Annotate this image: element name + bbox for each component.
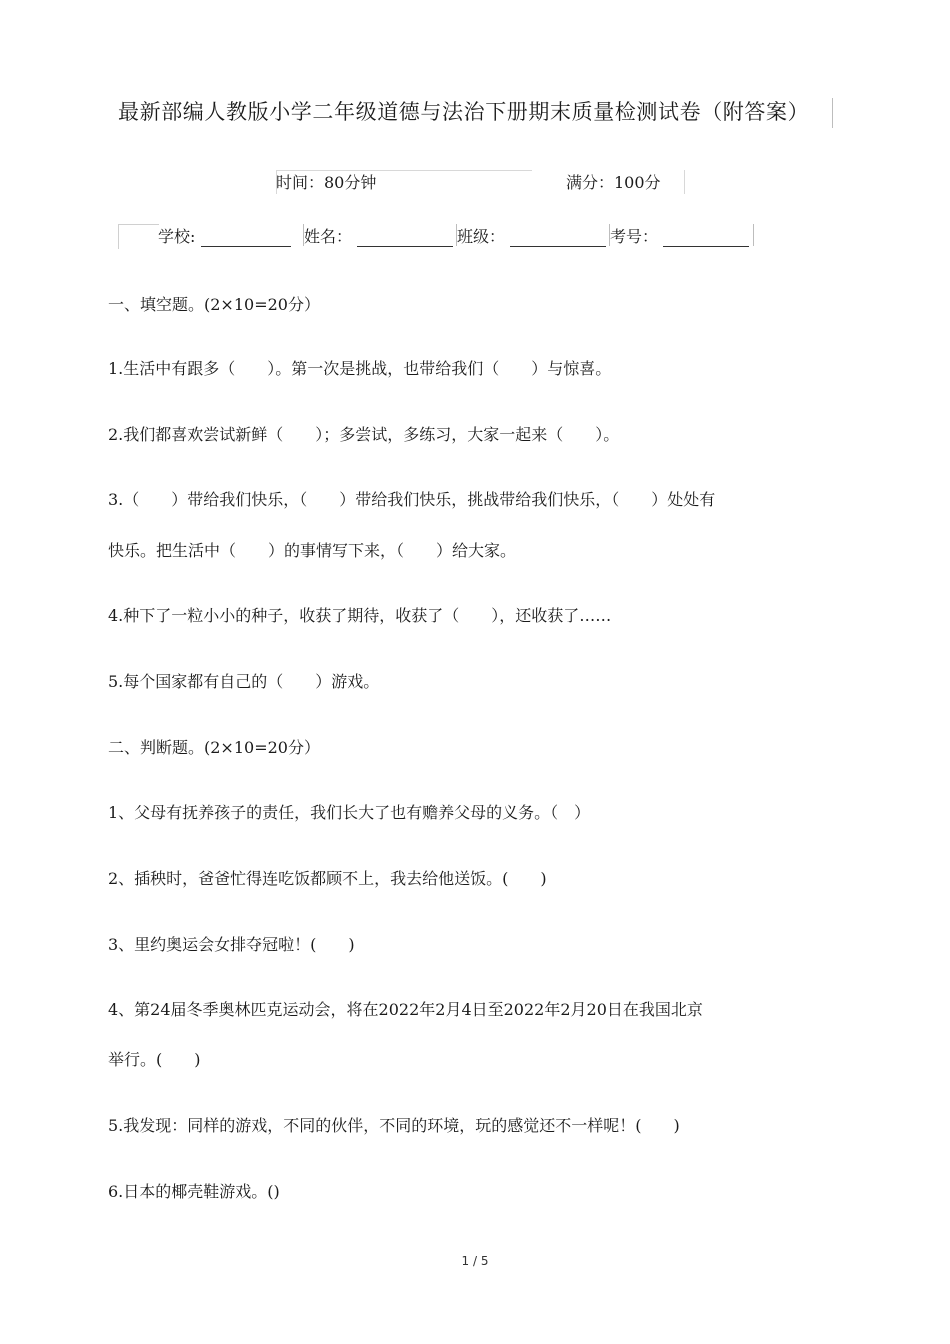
question-text: 快乐。把生活中（ ）的事情写下来，（ ）给大家。 [108, 541, 517, 560]
name-field[interactable] [304, 224, 453, 247]
name-blank[interactable] [357, 228, 453, 247]
school-blank[interactable] [201, 228, 291, 247]
meta-rule-right [684, 170, 685, 194]
question-text: 3、里约奥运会女排夺冠啦！( ) [108, 935, 355, 954]
name-label: 姓名： [304, 227, 353, 246]
question-text: 5.每个国家都有自己的（ ）游戏。 [108, 672, 380, 691]
exam-time: 时间：80分钟 [276, 173, 377, 192]
section-heading-true-false: 二、判断题。(2×10=20分） [108, 738, 320, 757]
page-number: 1 / 5 [461, 1254, 489, 1268]
question-text: 1.生活中有跟多（ ）。第一次是挑战，也带给我们（ ）与惊喜。 [108, 359, 612, 378]
question-text: 1、父母有抚养孩子的责任，我们长大了也有赡养父母的义务。（ ） [108, 803, 591, 822]
info-box-corner [118, 224, 159, 249]
question-text: 4.种下了一粒小小的种子，收获了期待，收获了（ ），还收获了…… [108, 606, 612, 625]
number-field[interactable] [610, 224, 749, 247]
class-label: 班级： [457, 227, 506, 246]
question-text: 6.日本的椰壳鞋游戏。() [108, 1182, 280, 1201]
question-text: 4、第24届冬季奥林匹克运动会，将在2022年2月4日至2022年2月20日在我国北京 [108, 1000, 703, 1019]
number-blank[interactable] [663, 228, 749, 247]
question-text: 2、插秧时，爸爸忙得连吃饭都顾不上，我去给他送饭。( ) [108, 869, 547, 888]
section-heading-fill-in: 一、填空题。(2×10=20分） [108, 295, 320, 314]
exam-full-score: 满分：100分 [566, 173, 661, 192]
school-field[interactable] [158, 224, 291, 247]
title-rule [832, 98, 833, 128]
question-text: 2.我们都喜欢尝试新鲜（ ）；多尝试，多练习，大家一起来（ ）。 [108, 425, 620, 444]
field-separator [753, 224, 754, 246]
number-label: 考号： [610, 227, 659, 246]
question-text: 3.（ ）带给我们快乐，（ ）带给我们快乐，挑战带给我们快乐，（ ）处处有 [108, 490, 716, 509]
class-field[interactable] [457, 224, 606, 247]
class-blank[interactable] [510, 228, 606, 247]
question-text: 5.我发现：同样的游戏，不同的伙伴，不同的环境，玩的感觉还不一样呢！( ) [108, 1116, 680, 1135]
school-label: 学校: [158, 227, 196, 246]
document-title: 最新部编人教版小学二年级道德与法治下册期末质量检测试卷（附答案） [118, 100, 810, 124]
question-text: 举行。( ) [108, 1050, 201, 1069]
